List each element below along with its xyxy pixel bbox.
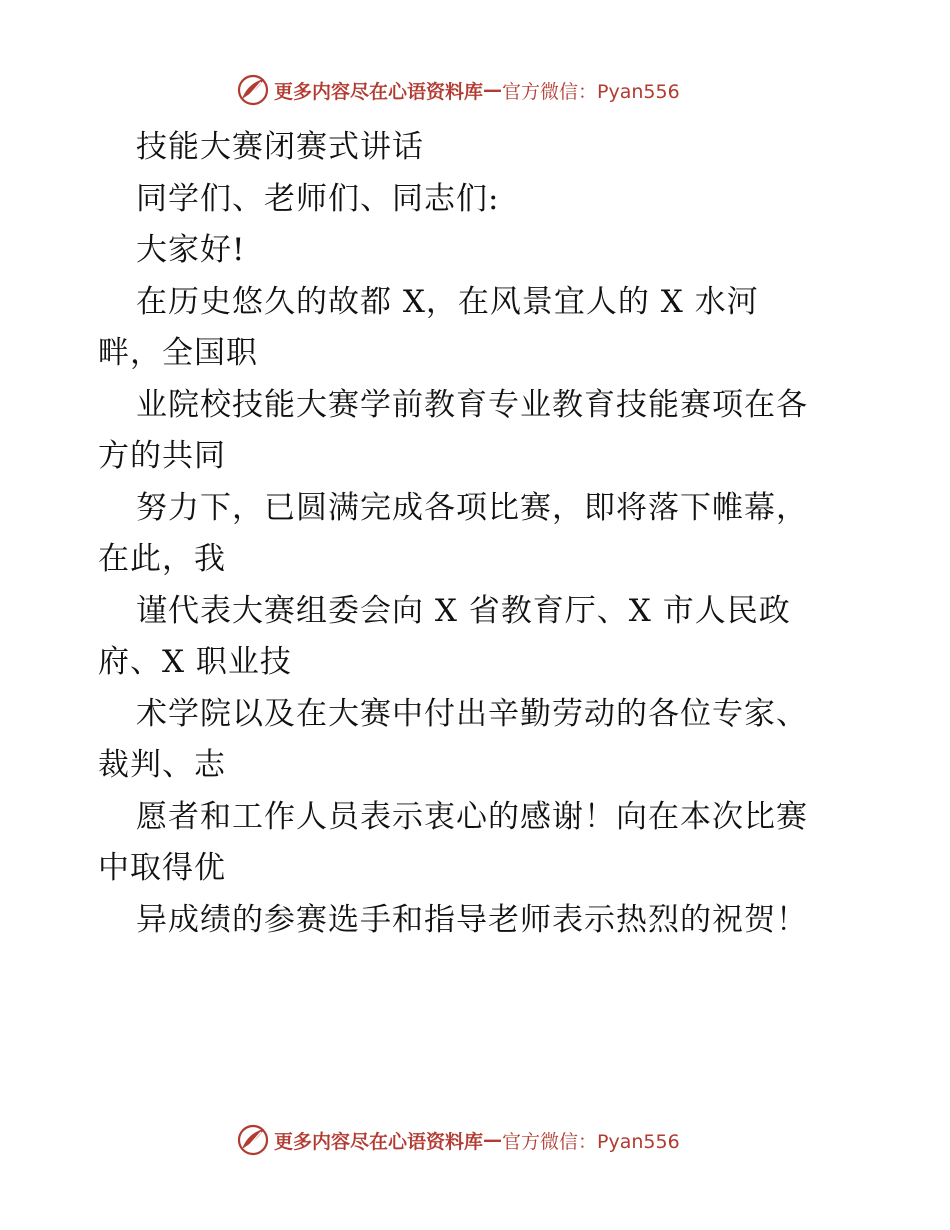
document-body: [98, 122, 878, 946]
footer-banner-text: 更多内容尽在心语资料库: [274, 1130, 484, 1153]
greeting-line: 大家好!: [136, 232, 246, 268]
footer-banner: [236, 1122, 680, 1158]
body-line: 畔，全国职: [98, 335, 258, 371]
header-banner: [236, 72, 680, 108]
pen-logo-icon: [236, 73, 270, 107]
body-line: 裁判、志: [98, 747, 226, 783]
body-line: 在历史悠久的故都 X，在风景宜人的 X 水河: [136, 283, 759, 320]
header-banner-contact: 官方微信：Pyan556: [502, 80, 680, 103]
body-line: 谨代表大赛组委会向 X 省教育厅、X 市人民政: [136, 592, 791, 629]
salutation-line: 同学们、老师们、同志们:: [136, 180, 500, 217]
body-line: 业院校技能大赛学前教育专业教育技能赛项在各: [136, 386, 808, 423]
body-line: 异成绩的参赛选手和指导老师表示热烈的祝贺！: [136, 901, 808, 938]
body-line: 愿者和工作人员表示衷心的感谢！向在本次比赛: [136, 798, 808, 835]
body-line: 在此，我: [98, 541, 226, 577]
body-line: 术学院以及在大赛中付出辛勤劳动的各位专家、: [136, 695, 808, 732]
header-banner-separator: —: [483, 79, 503, 101]
body-line: 府、X 职业技: [98, 644, 292, 680]
footer-banner-contact: 官方微信：Pyan556: [502, 1130, 680, 1153]
body-line: 方的共同: [98, 438, 226, 474]
body-line: 努力下，已圆满完成各项比赛，即将落下帷幕，: [136, 489, 808, 526]
header-banner-text: 更多内容尽在心语资料库: [274, 80, 484, 103]
pen-logo-icon: [236, 1123, 270, 1157]
document-title: 技能大赛闭赛式讲话: [136, 129, 424, 165]
body-line: 中取得优: [98, 850, 226, 886]
footer-banner-separator: —: [483, 1129, 503, 1151]
